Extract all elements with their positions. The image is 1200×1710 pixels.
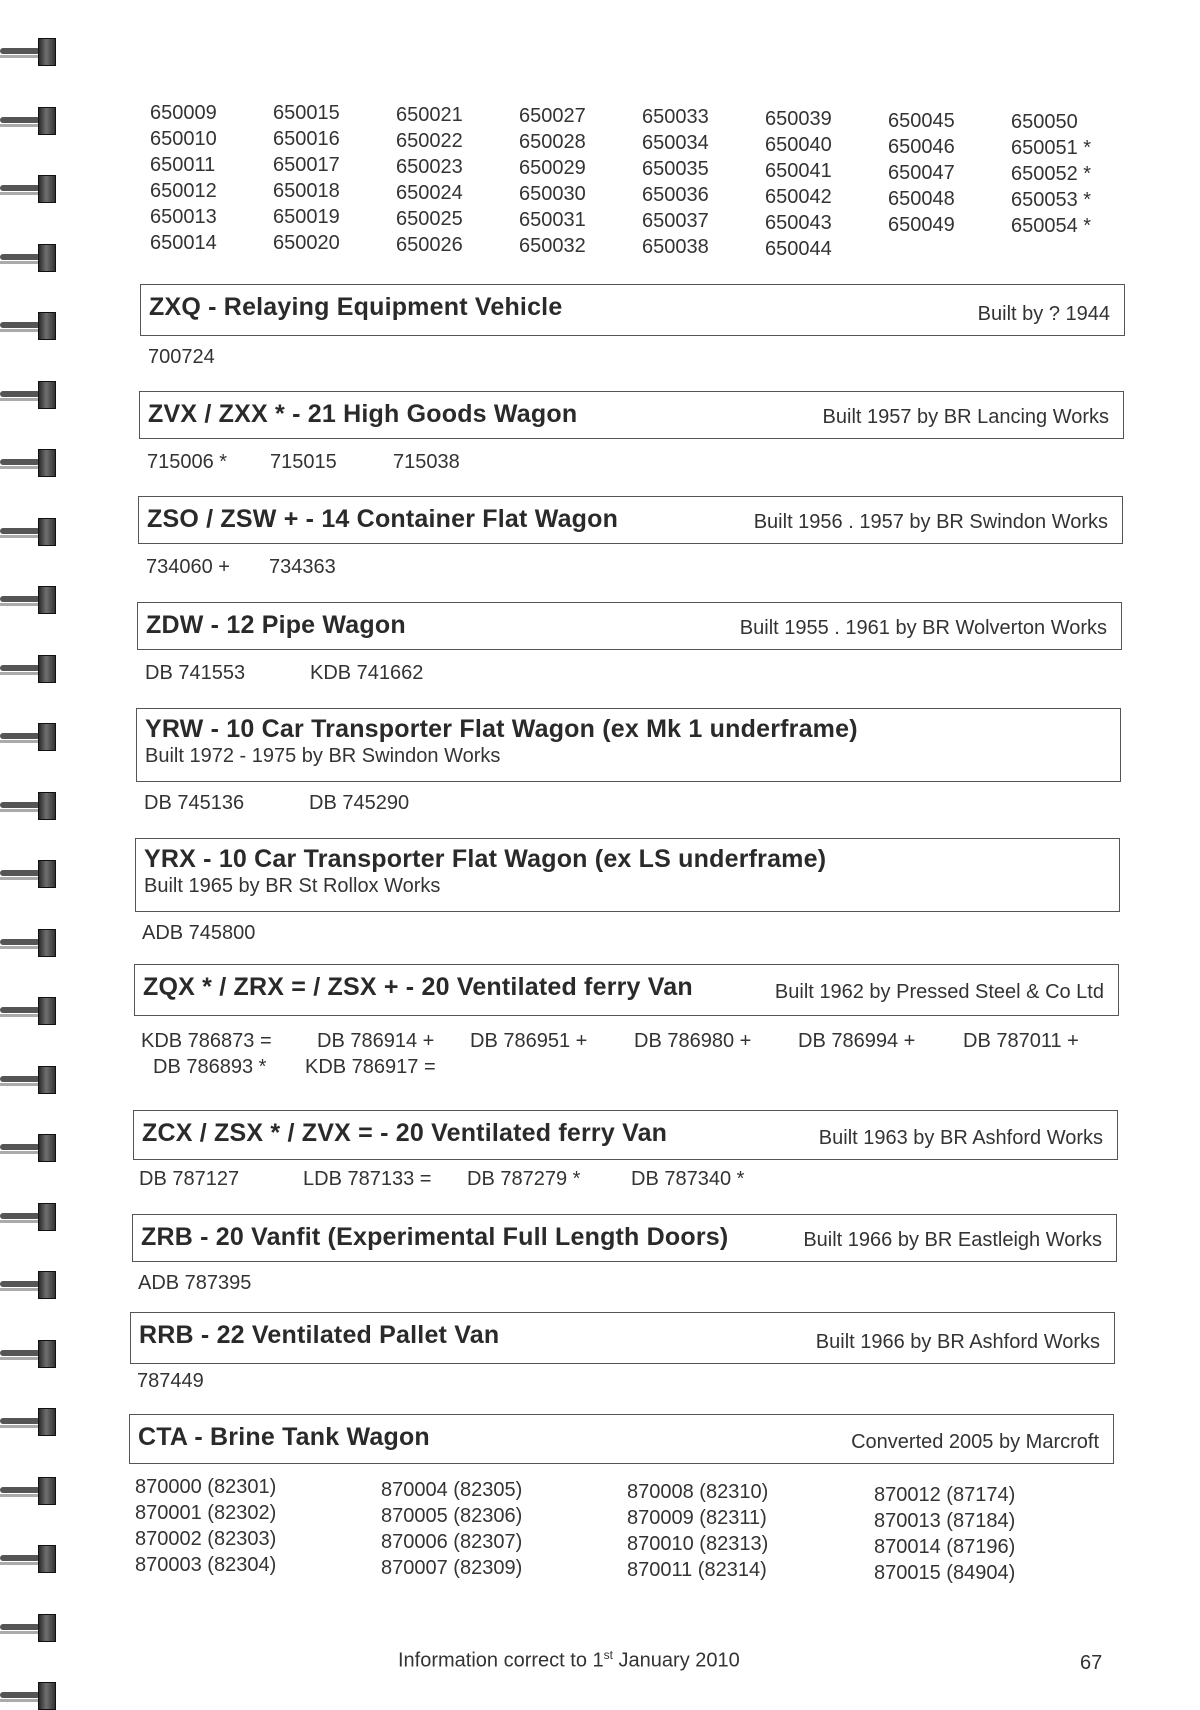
section-header-zvx	[139, 391, 1124, 439]
section-built-info: Built 1972 - 1975 by BR Swindon Works	[145, 745, 501, 767]
number-column	[627, 1479, 768, 1583]
list-item: 650027	[519, 105, 586, 127]
section-built-info: Built 1963 by BR Ashford Works	[818, 1127, 1103, 1149]
list-item: 650051 *	[1011, 137, 1092, 159]
list-item: 650030	[519, 183, 586, 205]
section-built-info: Built 1962 by Pressed Steel & Co Ltd	[774, 981, 1104, 1003]
section-title: ZXQ - Relaying Equipment Vehicle	[149, 293, 563, 321]
list-item: 870003 (82304)	[135, 1554, 277, 1576]
section-header-yrx	[135, 838, 1120, 912]
number-column	[273, 100, 340, 256]
list-item: 650015	[273, 102, 340, 124]
list-item: 650050	[1011, 111, 1078, 133]
number-column	[642, 104, 709, 260]
list-item: 650010	[150, 128, 217, 150]
section-title: ZCX / ZSX * / ZVX = - 20 Ventilated ferry Van	[142, 1119, 668, 1147]
list-item: 870009 (82311)	[627, 1507, 767, 1529]
section-header-zrb	[132, 1214, 1117, 1262]
section-title: CTA - Brine Tank Wagon	[138, 1423, 430, 1451]
list-item: 650048	[888, 188, 955, 210]
list-item: 650029	[519, 157, 586, 179]
wagon-number: DB 741553	[145, 662, 246, 684]
section-title: ZDW - 12 Pipe Wagon	[146, 611, 406, 639]
wagon-number: DB 745290	[309, 792, 410, 814]
list-item: 650043	[765, 212, 832, 234]
section-built-info: Converted 2005 by Marcroft	[851, 1431, 1099, 1453]
wagon-number: 715006 *	[147, 451, 228, 473]
wagon-number: 734363	[269, 556, 336, 578]
list-item: 650019	[273, 206, 340, 228]
section-header-rrb	[130, 1312, 1115, 1364]
list-item: 650022	[396, 130, 463, 152]
list-item: 870008 (82310)	[627, 1481, 769, 1503]
list-item: 650013	[150, 206, 217, 228]
list-item: 650052 *	[1011, 163, 1092, 185]
list-item: 650016	[273, 128, 340, 150]
wagon-number: KDB 741662	[310, 662, 424, 684]
list-item: 870012 (87174)	[874, 1484, 1016, 1506]
top-number-list	[150, 100, 1110, 260]
section-numbers	[141, 1030, 1121, 1056]
list-item: 650025	[396, 208, 463, 230]
section-built-info: Built 1966 by BR Eastleigh Works	[803, 1229, 1102, 1251]
wagon-number: DB 787127	[139, 1168, 240, 1190]
section-title: ZQX * / ZRX = / ZSX + - 20 Ventilated ferry Van	[143, 973, 693, 1001]
section-header-yrw	[136, 708, 1121, 782]
list-item: 870010 (82313)	[627, 1533, 769, 1555]
wagon-number: 715015	[270, 451, 337, 473]
section-header-zso	[138, 496, 1123, 544]
wagon-number: 700724	[148, 346, 215, 368]
list-item: 650053 *	[1011, 189, 1092, 211]
number-column	[135, 1474, 276, 1578]
section-header-cta	[129, 1414, 1114, 1464]
list-item: 650040	[765, 134, 832, 156]
list-item: 650034	[642, 132, 709, 154]
section-built-info: Built 1957 by BR Lancing Works	[822, 406, 1109, 428]
list-item: 650020	[273, 232, 340, 254]
list-item: 650036	[642, 184, 709, 206]
list-item: 650014	[150, 232, 217, 254]
section-built-info: Built 1955 . 1961 by BR Wolverton Works	[739, 617, 1107, 639]
wagon-number: DB 786994 +	[798, 1030, 916, 1052]
wagon-number: DB 787340 *	[631, 1168, 745, 1190]
number-column	[519, 103, 586, 259]
list-item: 650024	[396, 182, 463, 204]
section-title: YRW - 10 Car Transporter Flat Wagon (ex Mk 1 underframe)	[145, 715, 858, 743]
section-title: ZVX / ZXX * - 21 High Goods Wagon	[148, 400, 578, 428]
number-column	[381, 1477, 522, 1581]
number-column	[874, 1482, 1015, 1586]
list-item: 650045	[888, 110, 955, 132]
list-item: 650026	[396, 234, 463, 256]
section-built-info: Built 1956 . 1957 by BR Swindon Works	[753, 511, 1108, 533]
list-item: 650028	[519, 131, 586, 153]
list-item: 870002 (82303)	[135, 1528, 277, 1550]
wagon-number: ADB 745800	[142, 922, 256, 944]
list-item: 650037	[642, 210, 709, 232]
number-column	[888, 108, 955, 238]
wagon-number: DB 786914 +	[317, 1030, 435, 1052]
section-title: ZRB - 20 Vanfit (Experimental Full Length Doors)	[141, 1223, 729, 1251]
list-item: 650039	[765, 108, 832, 130]
list-item: 650038	[642, 236, 709, 258]
section-header-zxq	[140, 284, 1125, 336]
list-item: 650044	[765, 238, 832, 260]
section-built-info: Built 1965 by BR St Rollox Works	[144, 875, 441, 897]
wagon-number: 734060 +	[146, 556, 230, 578]
list-item: 650041	[765, 160, 832, 182]
wagon-number: DB 745136	[144, 792, 245, 814]
cta-number-list	[135, 1474, 1095, 1584]
list-item: 870015 (84904)	[874, 1562, 1016, 1584]
number-column	[150, 100, 217, 256]
list-item: 650031	[519, 209, 586, 231]
footer-note	[398, 1648, 740, 1673]
list-item: 650049	[888, 214, 955, 236]
section-title: RRB - 22 Ventilated Pallet Van	[139, 1321, 500, 1349]
list-item: 650035	[642, 158, 709, 180]
list-item: 870000 (82301)	[135, 1476, 277, 1498]
section-header-zcx	[133, 1110, 1118, 1160]
wagon-number: KDB 786917 =	[305, 1056, 436, 1078]
list-item: 650023	[396, 156, 463, 178]
wagon-number: DB 787011 +	[963, 1030, 1079, 1052]
footer-text: Information correct to 1	[398, 1649, 604, 1672]
list-item: 650012	[150, 180, 217, 202]
list-item: 650017	[273, 154, 340, 176]
list-item: 870001 (82302)	[135, 1502, 277, 1524]
list-item: 650046	[888, 136, 955, 158]
list-item: 650047	[888, 162, 955, 184]
list-item: 650011	[150, 154, 216, 176]
wagon-number: KDB 786873 =	[141, 1030, 272, 1052]
section-header-zqx	[134, 964, 1119, 1016]
number-column	[765, 106, 832, 262]
list-item: 870011 (82314)	[627, 1559, 767, 1581]
page-number: 67	[1080, 1652, 1103, 1674]
list-item: 650033	[642, 106, 709, 128]
wagon-number: DB 786980 +	[634, 1030, 752, 1052]
list-item: 870013 (87184)	[874, 1510, 1016, 1532]
list-item: 870004 (82305)	[381, 1479, 523, 1501]
number-column	[396, 102, 463, 258]
section-title: ZSO / ZSW + - 14 Container Flat Wagon	[147, 505, 619, 533]
section-built-info: Built 1966 by BR Ashford Works	[815, 1331, 1100, 1353]
list-item: 870014 (87196)	[874, 1536, 1016, 1558]
list-item: 650018	[273, 180, 340, 202]
list-item: 650042	[765, 186, 832, 208]
list-item: 650032	[519, 235, 586, 257]
wagon-number: ADB 787395	[138, 1272, 252, 1294]
list-item: 650054 *	[1011, 215, 1092, 237]
wagon-number: DB 787279 *	[467, 1168, 581, 1190]
number-column	[1011, 109, 1091, 239]
footer-superscript: st	[603, 1648, 613, 1662]
section-built-info: Built by ? 1944	[977, 303, 1110, 325]
wagon-number: 787449	[137, 1370, 204, 1392]
list-item: 870007 (82309)	[381, 1557, 523, 1579]
wagon-number: DB 786951 +	[470, 1030, 588, 1052]
section-header-zdw	[137, 602, 1122, 650]
wagon-number: 715038	[393, 451, 460, 473]
list-item: 870006 (82307)	[381, 1531, 523, 1553]
list-item: 650021	[396, 104, 463, 126]
footer-text-end: January 2010	[613, 1649, 740, 1672]
section-title: YRX - 10 Car Transporter Flat Wagon (ex LS underframe)	[144, 845, 827, 873]
list-item: 870005 (82306)	[381, 1505, 523, 1527]
wagon-number: DB 786893 *	[153, 1056, 267, 1078]
list-item: 650009	[150, 102, 217, 124]
wagon-number: LDB 787133 =	[303, 1168, 432, 1190]
